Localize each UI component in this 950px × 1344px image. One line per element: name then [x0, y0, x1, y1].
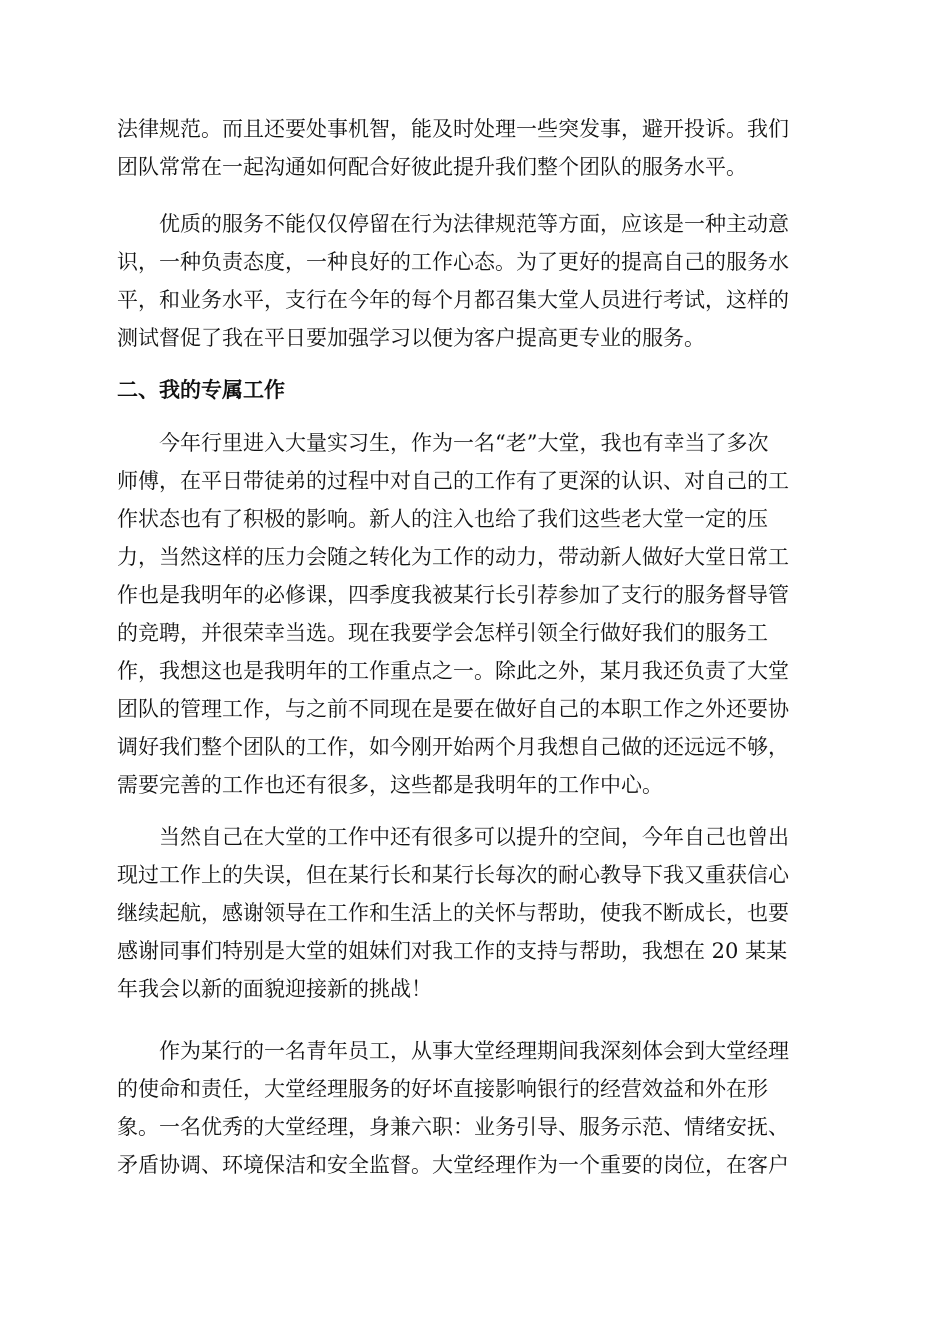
section-heading: 二、我的专属工作: [117, 378, 285, 402]
paragraph-line: 感谢同事们特别是大堂的姐妹们对我工作的支持与帮助，我想在 20 某某: [117, 939, 788, 963]
paragraph-line: 识，一种负责态度，一种良好的工作心态。为了更好的提高自己的服务水: [117, 250, 789, 274]
paragraph-line: 需要完善的工作也还有很多，这些都是我明年的工作中心。: [117, 773, 663, 797]
paragraph-line: 当然自己在大堂的工作中还有很多可以提升的空间，今年自己也曾出: [117, 825, 789, 849]
paragraph-line: 法律规范。而且还要处事机智，能及时处理一些突发事，避开投诉。我们: [117, 117, 789, 141]
paragraph-line: 优质的服务不能仅仅停留在行为法律规范等方面，应该是一种主动意: [117, 212, 789, 236]
paragraph-line: 矛盾协调、环境保洁和安全监督。大堂经理作为一个重要的岗位，在客户: [117, 1153, 789, 1177]
paragraph-line: 的竞聘，并很荣幸当选。现在我要学会怎样引领全行做好我们的服务工: [117, 621, 768, 645]
paragraph-line: 团队常常在一起沟通如何配合好彼此提升我们整个团队的服务水平。: [117, 155, 747, 179]
paragraph-line: 象。一名优秀的大堂经理，身兼六职：业务引导、服务示范、情绪安抚、: [117, 1115, 789, 1139]
paragraph-line: 年我会以新的面貌迎接新的挑战！: [117, 977, 432, 1001]
paragraph-line: 团队的管理工作，与之前不同现在是要在做好自己的本职工作之外还要协: [117, 697, 789, 721]
paragraph-line: 继续起航，感谢领导在工作和生活上的关怀与帮助，使我不断成长，也要: [117, 901, 789, 925]
paragraph-line: 作为某行的一名青年员工，从事大堂经理期间我深刻体会到大堂经理: [117, 1039, 789, 1063]
paragraph-line: 师傅，在平日带徒弟的过程中对自己的工作有了更深的认识、对自己的工: [117, 469, 789, 493]
paragraph-line: 作状态也有了积极的影响。新人的注入也给了我们这些老大堂一定的压: [117, 507, 768, 531]
paragraph-line: 力，当然这样的压力会随之转化为工作的动力，带动新人做好大堂日常工: [117, 545, 789, 569]
paragraph-line: 测试督促了我在平日要加强学习以便为客户提高更专业的服务。: [117, 326, 705, 350]
paragraph-line: 的使命和责任，大堂经理服务的好坏直接影响银行的经营效益和外在形: [117, 1077, 768, 1101]
paragraph-line: 调好我们整个团队的工作，如今刚开始两个月我想自己做的还远远不够，: [117, 735, 789, 759]
paragraph-line: 今年行里进入大量实习生，作为一名“老”大堂，我也有幸当了多次: [117, 431, 769, 455]
paragraph-line: 作也是我明年的必修课，四季度我被某行长引荐参加了支行的服务督导管: [117, 583, 789, 607]
paragraph-line: 作，我想这也是我明年的工作重点之一。除此之外，某月我还负责了大堂: [117, 659, 789, 683]
paragraph-line: 现过工作上的失误，但在某行长和某行长每次的耐心教导下我又重获信心: [117, 863, 789, 887]
paragraph-line: 平，和业务水平，支行在今年的每个月都召集大堂人员进行考试，这样的: [117, 288, 789, 312]
